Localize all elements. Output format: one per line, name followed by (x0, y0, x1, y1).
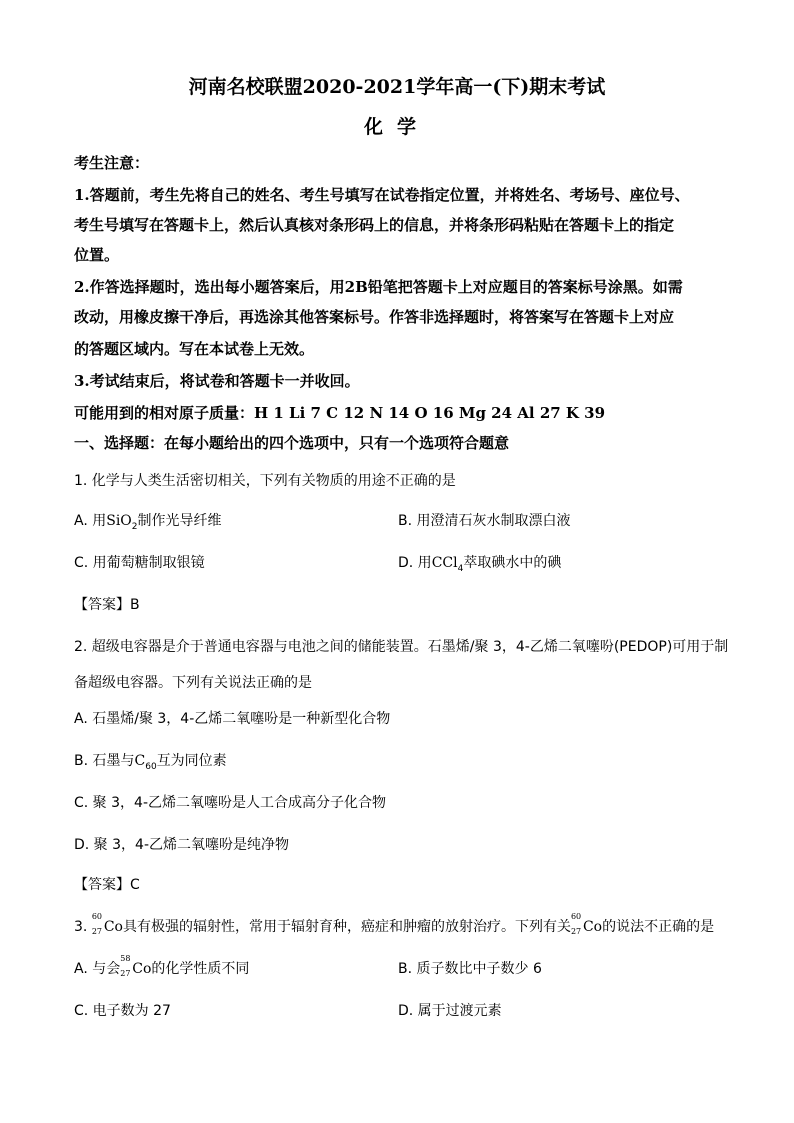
section1-heading: 一、选择题：在每小题给出的四个选项中，只有一个选项符合题意 (74, 434, 510, 452)
q3-isotope-2: 60 27 Co (570, 912, 603, 936)
q1-d-formula: CCl (431, 555, 458, 571)
q3-option-a: A. 与会 58 27 Co的化学性质不同 (74, 954, 250, 978)
q1-a-formula: SiO (106, 513, 132, 529)
q3-a-isotope: 58 27 Co (120, 954, 152, 978)
q1-option-d: D. 用CCl$_4$萃取碘水中的碘 (398, 555, 562, 574)
notice-item1-line2: 考生号填写在答题卡上，然后认真核对条形码上的信息，并将条形码粘贴在答题卡上的指定 (74, 216, 675, 234)
notice-item1-line3: 位置。 (74, 246, 120, 264)
notice-heading: 考生注意： (74, 154, 150, 172)
notice-item2-line1: 2.作答选择题时，选出每小题答案后，用2B铅笔把答题卡上对应题目的答案标号涂黑。如需 (74, 278, 683, 296)
atomic-masses: 可能用到的相对原子质量：H 1 Li 7 C 12 N 14 O 16 Mg 24 Al 27 K 39 (74, 404, 606, 422)
q3-option-c: C. 电子数为 27 (74, 1003, 171, 1019)
q1-option-a: A. 用SiO$_2$制作光导纤维 (74, 513, 222, 532)
notice-item2-line2: 改动，用橡皮擦干净后，再选涂其他答案标号。作答非选择题时，将答案写在答题卡上对应 (74, 308, 675, 326)
q2-answer: 【答案】C (74, 877, 140, 893)
q3-option-d: D. 属于过渡元素 (398, 1003, 502, 1019)
q1-option-b: B. 用澄清石灰水制取漂白液 (398, 513, 571, 529)
q3-stem: 3. 60 27 Co具有极强的辐射性，常用于辐射育种，癌症和肿瘤的放射治疗。下列有关 60 27 Co的说法不正确的是 (74, 912, 715, 936)
q2-option-c: C. 聚 3，4-乙烯二氧噻吩是人工合成高分子化合物 (74, 795, 386, 811)
q1-answer: 【答案】B (74, 597, 140, 613)
notice-item3: 3.考试结束后，将试卷和答题卡一并收回。 (74, 372, 360, 390)
q2-option-d: D. 聚 3，4-乙烯二氧噻吩是纯净物 (74, 837, 289, 853)
q2-stem-line1: 2. 超级电容器是介于普通电容器与电池之间的储能装置。石墨烯/聚 3，4-乙烯二氧噻吩(PEDOP)可用于制 (74, 639, 729, 655)
q1-stem: 1. 化学与人类生活密切相关，下列有关物质的用途不正确的是 (74, 473, 456, 489)
q2-stem-line2: 备超级电容器。下列有关说法正确的是 (74, 675, 312, 691)
exam-title: 河南名校联盟2020-2021学年高一(下)期末考试 (188, 76, 606, 98)
notice-item1-line1: 1.答题前，考生先将自己的姓名、考生号填写在试卷指定位置，并将姓名、考场号、座位号、 (74, 186, 690, 204)
q2-option-a: A. 石墨烯/聚 3，4-乙烯二氧噻吩是一种新型化合物 (74, 711, 391, 727)
q3-isotope: 60 27 Co (91, 912, 123, 936)
notice-item2-line3: 的答题区域内。写在本试卷上无效。 (74, 340, 315, 358)
q3-option-b: B. 质子数比中子数少 6 (398, 961, 542, 977)
q2-option-b: B. 石墨与$C_{60}$互为同位素 (74, 753, 227, 772)
subject-title: 化学 (363, 116, 430, 138)
q2-b-formula: C (134, 753, 146, 769)
q1-option-c: C. 用葡萄糖制取银镜 (74, 555, 205, 571)
